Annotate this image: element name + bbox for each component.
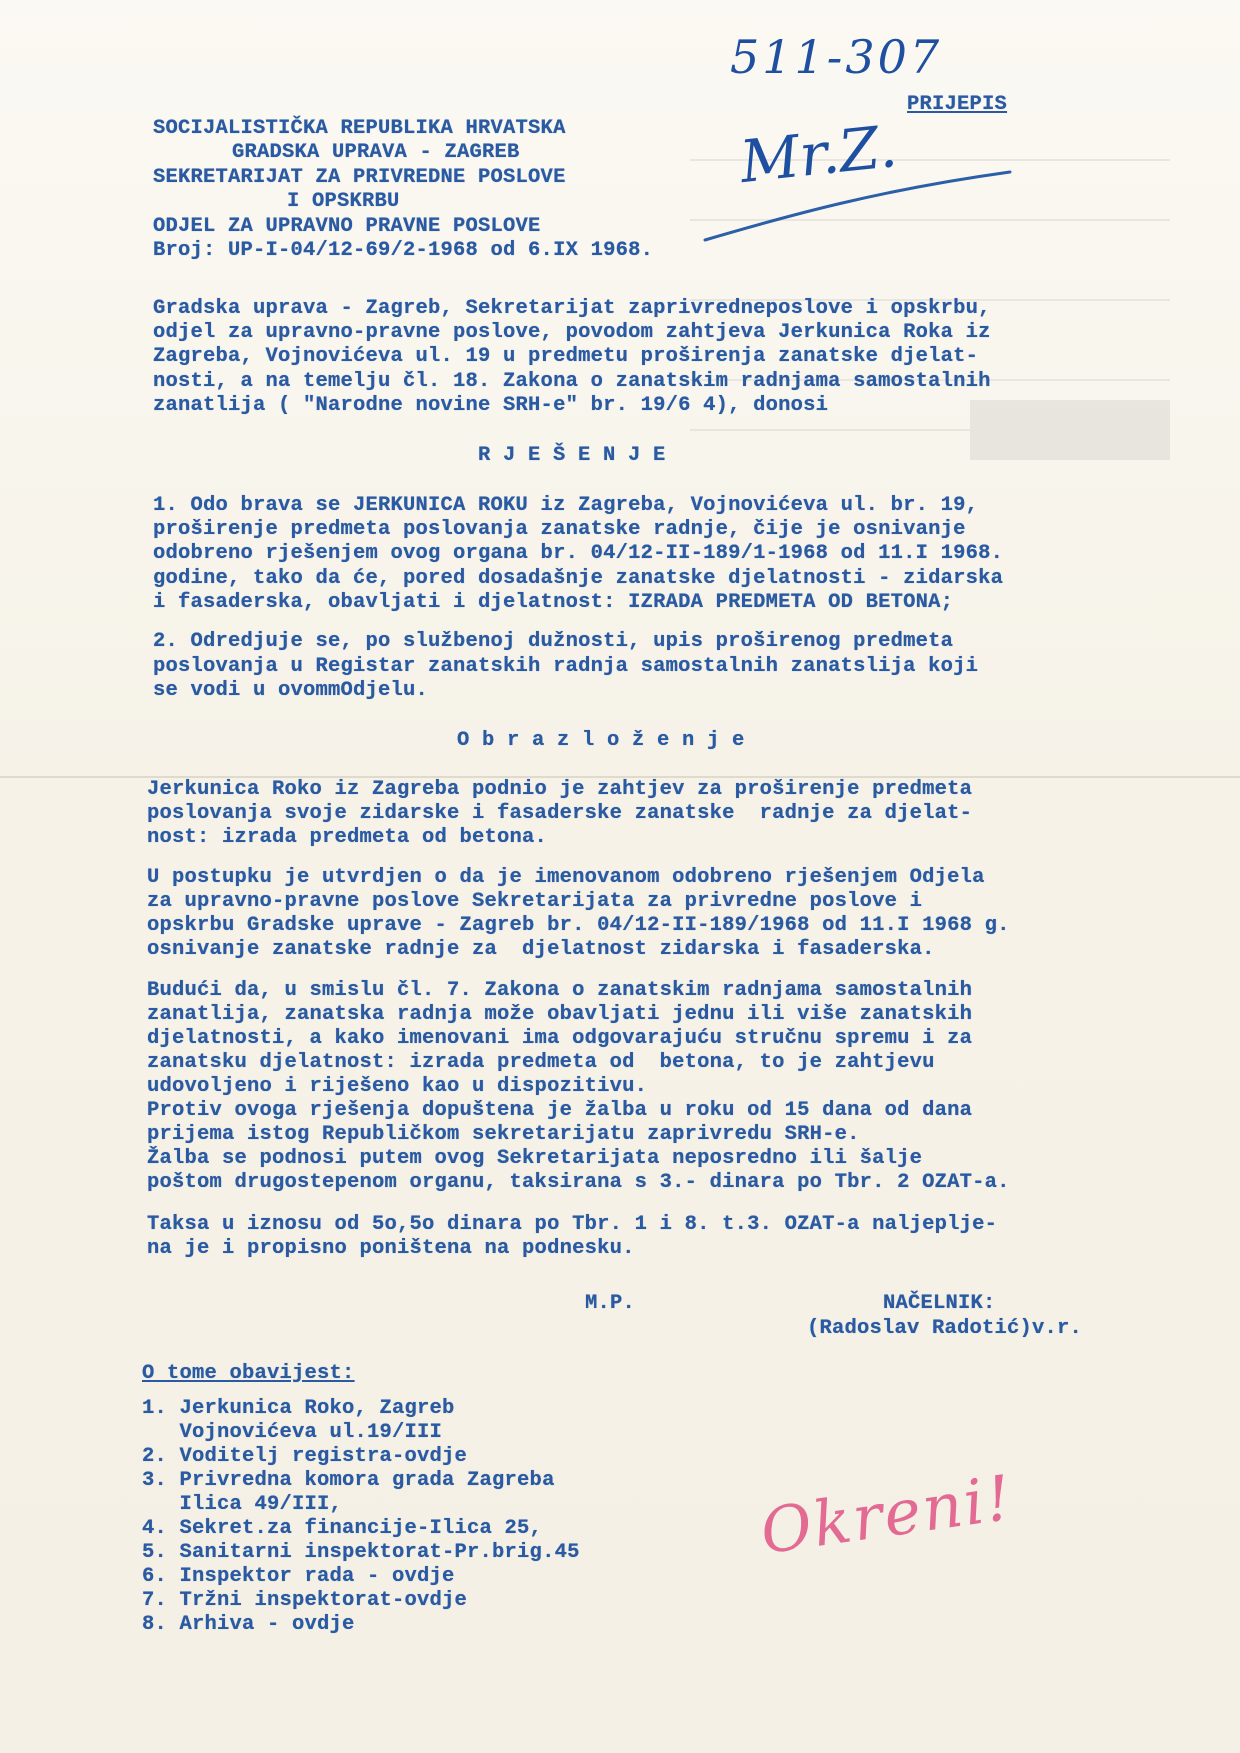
- reasoning-title: O b r a z l o ž e n j e: [457, 729, 745, 752]
- text-line: 2. Odredjuje se, po službenoj dužnosti, upis proširenog predmeta: [153, 630, 954, 653]
- text-line: Taksa u iznosu od 5o,5o dinara po Tbr. 1 i 8. t.3. OZAT-a naljeplje-: [147, 1213, 998, 1236]
- header-secretariat: SEKRETARIJAT ZA PRIVREDNE POSLOVE: [153, 166, 566, 189]
- text-line: Protiv ovoga rješenja dopuštena je žalba u roku od 15 dana od dana: [147, 1099, 973, 1122]
- document-number: Broj: UP-I-04/12-69/2-1968 od 6.IX 1968.: [153, 239, 654, 262]
- list-item: 1. Jerkunica Roko, Zagreb: [142, 1397, 455, 1420]
- text-line: zanatsku djelatnost: izrada predmeta od betona, to je zahtjevu: [147, 1051, 935, 1074]
- text-line: se vodi u ovommOdjelu.: [153, 679, 429, 702]
- text-line: U postupku je utvrdjen o da je imenovanom odobreno rješenjem Odjela: [147, 866, 985, 889]
- list-item: 2. Voditelj registra-ovdje: [142, 1445, 468, 1468]
- text-line: nost: izrada predmeta od betona.: [147, 826, 548, 849]
- text-line: poštom drugostepenom organu, taksirana s 3.- dinara po Tbr. 2 OZAT-a.: [147, 1171, 1010, 1194]
- text-line: 1. Odo brava se JERKUNICA ROKU iz Zagreba, Vojnovićeva ul. br. 19,: [153, 494, 979, 517]
- list-item: 8. Arhiva - ovdje: [142, 1613, 355, 1636]
- header-department: ODJEL ZA UPRAVNO PRAVNE POSLOVE: [153, 215, 541, 238]
- text-line: zanatlija, zanatska radnja može obavljati jednu ili više zanatskih: [147, 1003, 973, 1026]
- header-republic: SOCIJALISTIČKA REPUBLIKA HRVATSKA: [153, 117, 566, 140]
- text-line: odjel za upravno-pravne poslove, povodom zahtjeva Jerkunica Roka iz: [153, 321, 991, 344]
- text-line: Zagreba, Vojnovićeva ul. 19 u predmetu proširenja zanatske djelat-: [153, 345, 979, 368]
- handwritten-ref-number: 511-307: [730, 30, 943, 84]
- decision-title: R J E Š E N J E: [478, 444, 666, 467]
- signatory-title: NAČELNIK:: [883, 1292, 996, 1315]
- list-item: 5. Sanitarni inspektorat-Pr.brig.45: [142, 1541, 580, 1564]
- list-item: 7. Tržni inspektorat-ovdje: [142, 1589, 468, 1612]
- text-line: poslovanja svoje zidarske i fasaderske zanatske radnje za djelat-: [147, 802, 973, 825]
- text-line: udovoljeno i riješeno kao u dispozitivu.: [147, 1075, 648, 1098]
- text-line: opskrbu Gradske uprave - Zagreb br. 04/12-II-189/1968 od 11.I 1968 g.: [147, 914, 1010, 937]
- text-line: osnivanje zanatske radnje za djelatnost zidarska i fasaderska.: [147, 938, 935, 961]
- text-line: Jerkunica Roko iz Zagreba podnio je zahtjev za proširenje predmeta: [147, 778, 973, 801]
- text-line: na je i propisno poništena na podnesku.: [147, 1237, 635, 1260]
- handwritten-stroke: [700, 160, 1020, 250]
- list-item: 4. Sekret.za financije-Ilica 25,: [142, 1517, 543, 1540]
- text-line: proširenje predmeta poslovanja zanatske radnje, čije je osnivanje: [153, 518, 966, 541]
- copy-label: PRIJEPIS: [907, 93, 1008, 116]
- list-item: Ilica 49/III,: [142, 1493, 343, 1516]
- list-item: 6. Inspektor rada - ovdje: [142, 1565, 455, 1588]
- header-supply: I OPSKRBU: [287, 190, 400, 213]
- text-line: odobreno rješenjem ovog organa br. 04/12-II-189/1-1968 od 11.I 1968.: [153, 542, 1004, 565]
- seal-mark: M.P.: [585, 1292, 636, 1315]
- text-line: nosti, a na temelju čl. 18. Zakona o zanatskim radnjama samostalnih: [153, 370, 991, 393]
- text-line: Žalba se podnosi putem ovog Sekretarijata neposredno ili šalje: [147, 1147, 923, 1170]
- text-line: prijema istog Republičkom sekretarijatu zaprivredu SRH-e.: [147, 1123, 860, 1146]
- signatory-name: (Radoslav Radotić)v.r.: [807, 1317, 1083, 1340]
- text-line: za upravno-pravne poslove Sekretarijata za privredne poslove i: [147, 890, 923, 913]
- text-line: zanatlija ( "Narodne novine SRH-e" br. 19/6 4), donosi: [153, 394, 829, 417]
- handwritten-initials: Mr.Z.: [736, 111, 901, 197]
- handwritten-red-note: Okreni!: [756, 1460, 1018, 1569]
- header-city-admin: GRADSKA UPRAVA - ZAGREB: [232, 141, 520, 164]
- text-line: i fasaderska, obavljati i djelatnost: IZRADA PREDMETA OD BETONA;: [153, 591, 954, 614]
- text-line: godine, tako da će, pored dosadašnje zanatske djelatnosti - zidarska: [153, 567, 1004, 590]
- text-line: poslovanja u Registar zanatskih radnja samostalnih zanatslija koji: [153, 655, 979, 678]
- notice-title: O tome obavijest:: [142, 1362, 355, 1385]
- text-line: Gradska uprava - Zagreb, Sekretarijat zaprivredneposlove i opskrbu,: [153, 297, 991, 320]
- list-item: Vojnovićeva ul.19/III: [142, 1421, 443, 1444]
- text-line: Budući da, u smislu čl. 7. Zakona o zanatskim radnjama samostalnih: [147, 979, 973, 1002]
- list-item: 3. Privredna komora grada Zagreba: [142, 1469, 555, 1492]
- text-line: djelatnosti, a kako imenovani ima odgovarajuću stručnu spremu i za: [147, 1027, 973, 1050]
